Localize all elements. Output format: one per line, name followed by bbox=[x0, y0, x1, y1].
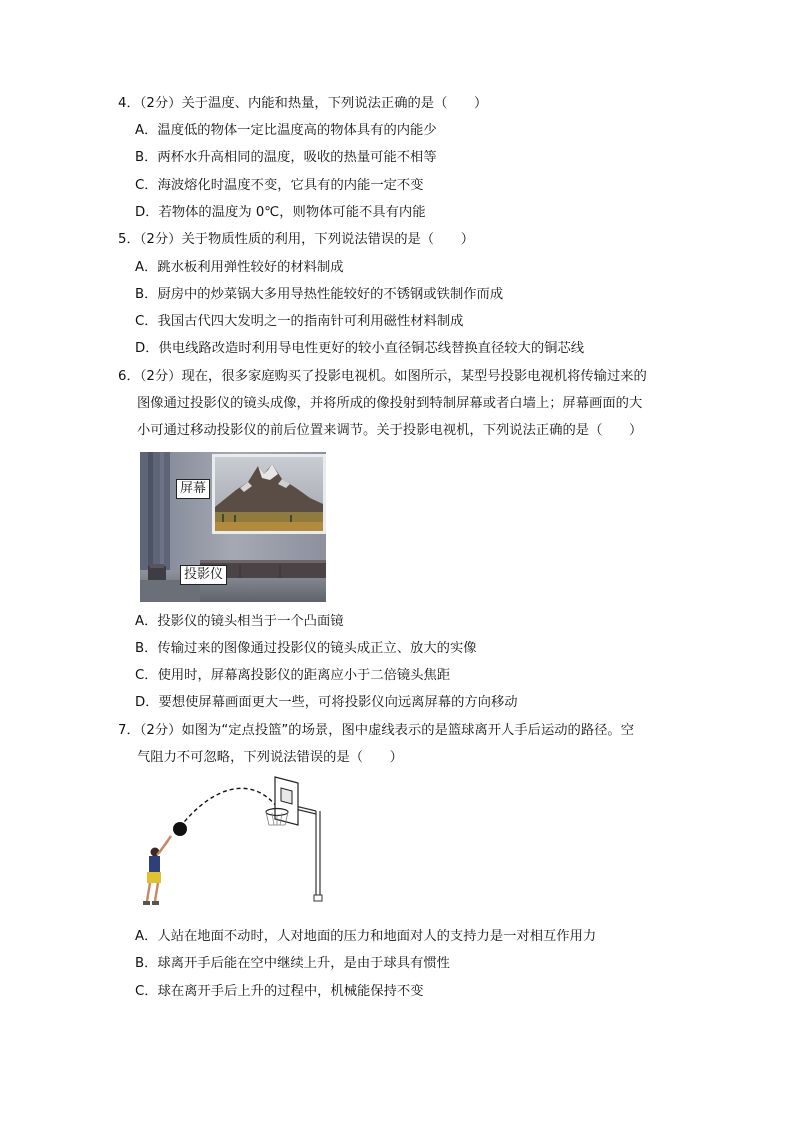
basketball-shot-diagram bbox=[135, 775, 335, 920]
question-4-option-b: B．两杯水升高相同的温度，吸收的热量可能不相等 bbox=[135, 150, 437, 165]
question-6-option-d: D．要想使屏幕画面更大一些，可将投影仪向远离屏幕的方向移动 bbox=[135, 695, 518, 710]
question-5-option-b: B．厨房中的炒菜锅大多用导热性能较好的不锈钢或铁制作而成 bbox=[135, 287, 504, 302]
room-scene-illustration bbox=[140, 452, 326, 602]
question-7-option-c: C．球在离开手后上升的过程中，机械能保持不变 bbox=[135, 984, 424, 999]
question-4-option-c: C．海波熔化时温度不变，它具有的内能一定不变 bbox=[135, 178, 424, 193]
question-7-stem-line-2: 气阻力不可忽略，下列说法错误的是（ ） bbox=[137, 750, 403, 765]
question-6-option-a: A．投影仪的镜头相当于一个凸面镜 bbox=[135, 614, 344, 629]
basketball-icon bbox=[173, 822, 187, 836]
screen-label: 屏幕 bbox=[176, 479, 210, 499]
question-4-stem: 4．（2分）关于温度、内能和热量，下列说法正确的是（ ） bbox=[118, 96, 488, 111]
question-7-stem-line-1: 7．（2分）如图为“定点投篮”的场景，图中虚线表示的是篮球离开人手后运动的路径。空 bbox=[118, 723, 635, 738]
question-5-stem: 5．（2分）关于物质性质的利用，下列说法错误的是（ ） bbox=[118, 232, 474, 247]
projector-label: 投影仪 bbox=[180, 565, 227, 585]
question-6-stem-line-2: 图像通过投影仪的镜头成像，并将所成的像投射到特制屏幕或者白墙上；屏幕画面的大 bbox=[137, 396, 643, 411]
question-7-option-b: B．球离开手后能在空中继续上升，是由于球具有惯性 bbox=[135, 956, 450, 971]
basketball-scene-illustration bbox=[135, 775, 335, 920]
question-6-stem-line-3: 小可通过移动投影仪的前后位置来调节。关于投影电视机，下列说法正确的是（ ） bbox=[137, 423, 643, 438]
player-figure bbox=[143, 836, 171, 905]
question-5-option-a: A．跳水板利用弹性较好的材料制成 bbox=[135, 260, 344, 275]
question-7-option-a: A．人站在地面不动时，人对地面的压力和地面对人的支持力是一对相互作用力 bbox=[135, 929, 597, 944]
question-5-option-d: D．供电线路改造时利用导电性更好的较小直径铜芯线替换直径较大的铜芯线 bbox=[135, 341, 585, 356]
projector-tv-photo bbox=[140, 452, 326, 602]
question-5-option-c: C．我国古代四大发明之一的指南针可利用磁性材料制成 bbox=[135, 314, 464, 329]
question-4-option-d: D．若物体的温度为 0℃，则物体可能不具有内能 bbox=[135, 205, 426, 220]
question-4-option-a: A．温度低的物体一定比温度高的物体具有的内能少 bbox=[135, 123, 437, 138]
question-6-option-b: B．传输过来的图像通过投影仪的镜头成正立、放大的实像 bbox=[135, 641, 477, 656]
ball-path-dashed bbox=[180, 788, 280, 827]
question-6-stem-line-1: 6．（2分）现在，很多家庭购买了投影电视机。如图所示，某型号投影电视机将传输过来的 bbox=[118, 369, 647, 384]
question-6-option-c: C．使用时，屏幕离投影仪的距离应小于二倍镜头焦距 bbox=[135, 668, 451, 683]
